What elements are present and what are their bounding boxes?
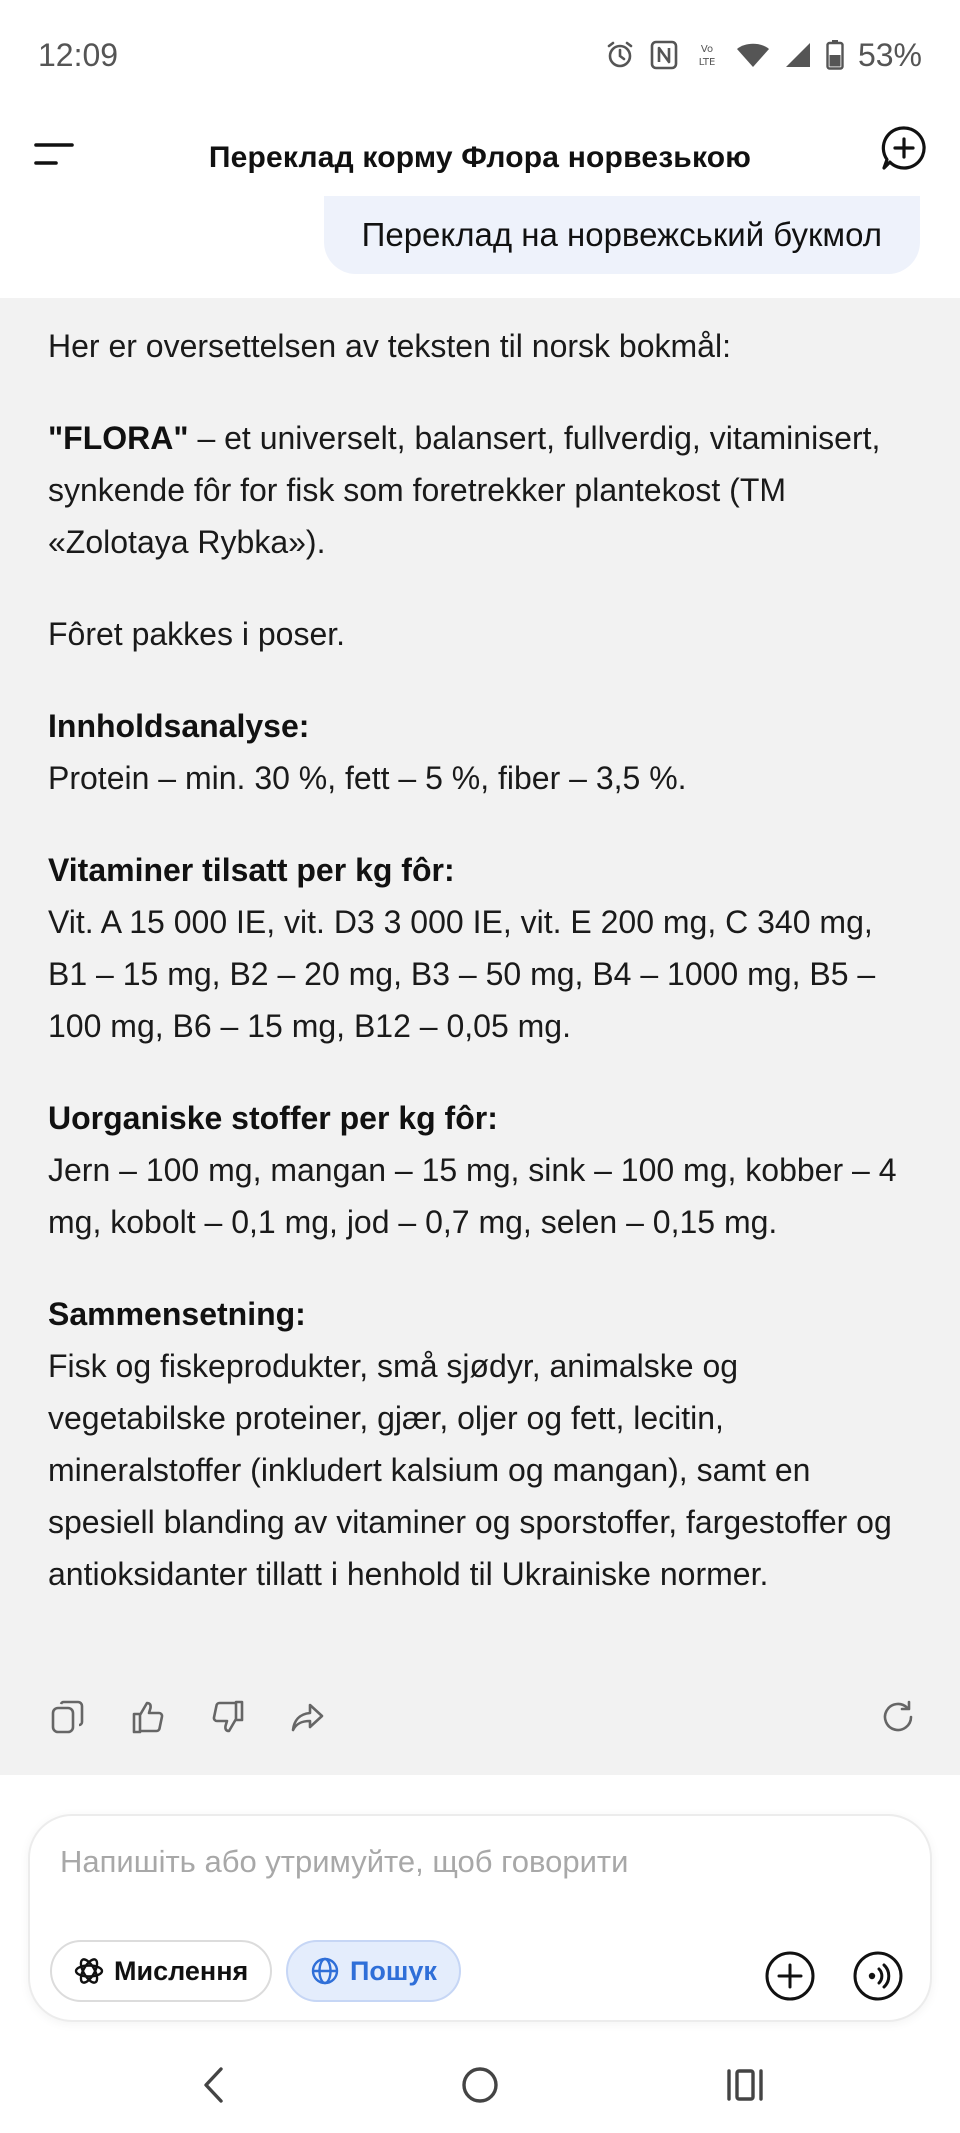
section-vitamins	[48, 844, 918, 1052]
section-composition-text: Fisk og fiskeprodukter, små sjødyr, animalske og vegetabilske proteiner, gjær, oljer og fett, lecitin, mineralstoffer (inkludert kalsium og mangan), samt en spesiell blanding av vitaminer og sporstoffer, fargestoffer og antioksidanter tillatt i henhold til Ukrainiske normer.	[48, 1348, 892, 1592]
back-icon[interactable]	[188, 2058, 242, 2112]
add-attachment-button[interactable]	[764, 1950, 816, 2002]
new-chat-icon[interactable]	[880, 124, 928, 172]
recent-apps-icon[interactable]	[718, 2058, 772, 2112]
section-analysis-title: Innholdsanalyse:	[48, 708, 310, 744]
wifi-icon	[736, 41, 770, 69]
section-composition	[48, 1288, 918, 1600]
think-toggle-button[interactable]	[50, 1940, 272, 2002]
battery-icon	[826, 40, 844, 70]
svg-text:Vo: Vo	[700, 44, 714, 55]
chat-title: Переклад корму Флора норвезькою	[208, 141, 752, 174]
copy-icon[interactable]	[48, 1697, 88, 1737]
voice-mode-button[interactable]	[852, 1950, 904, 2002]
share-icon[interactable]	[288, 1697, 328, 1737]
user-message-bubble: Переклад на норвежський букмол	[324, 196, 920, 274]
section-analysis	[48, 700, 918, 804]
think-icon	[74, 1956, 104, 1986]
volte-icon	[692, 40, 722, 70]
user-message-row	[0, 196, 960, 298]
status-time: 12:09	[38, 36, 119, 73]
section-minerals	[48, 1092, 918, 1248]
assistant-answer	[0, 298, 960, 1775]
section-vitamins-text: Vit. A 15 000 IE, vit. D3 3 000 IE, vit. E 200 mg, C 340 mg, B1 – 15 mg, B2 – 20 mg, B3 – 50 mg, B4 – 1000 mg, B5 – 100 mg, B6 – 15 mg, B12 – 0,05 mg.	[48, 904, 876, 1044]
system-nav-bar	[0, 2040, 960, 2133]
globe-icon	[310, 1956, 340, 1986]
nfc-icon	[650, 40, 678, 70]
regenerate-icon[interactable]	[878, 1697, 918, 1737]
section-analysis-text: Protein – min. 30 %, fett – 5 %, fiber – 3,5 %.	[48, 760, 687, 796]
thumbs-down-icon[interactable]	[208, 1697, 248, 1737]
flora-name: "FLORA"	[48, 420, 189, 456]
thumbs-up-icon[interactable]	[128, 1697, 168, 1737]
section-vitamins-title: Vitaminer tilsatt per kg fôr:	[48, 852, 455, 888]
app-header	[0, 110, 960, 206]
message-composer[interactable]	[28, 1814, 932, 2022]
menu-icon[interactable]	[32, 132, 76, 176]
answer-text	[48, 320, 918, 1640]
think-label: Мислення	[114, 1955, 249, 1986]
search-label: Пошук	[350, 1955, 437, 1986]
answer-actions	[48, 1692, 918, 1742]
status-bar	[0, 0, 960, 110]
battery-percent: 53%	[857, 36, 922, 73]
signal-icon	[784, 41, 812, 69]
search-toggle-button[interactable]	[286, 1940, 461, 2002]
section-minerals-title: Uorganiske stoffer per kg fôr:	[48, 1100, 498, 1136]
section-composition-title: Sammensetning:	[48, 1296, 306, 1332]
answer-paragraph-flora	[48, 412, 918, 568]
status-icons	[604, 37, 922, 74]
answer-intro: Her er oversettelsen av teksten til norsk bokmål:	[48, 328, 731, 364]
composer-input[interactable]: Напишіть або утримуйте, щоб говорити	[60, 1844, 629, 1879]
svg-text:LTE: LTE	[698, 57, 716, 68]
home-icon[interactable]	[453, 2058, 507, 2112]
answer-packaging: Fôret pakkes i poser.	[48, 616, 346, 652]
section-minerals-text: Jern – 100 mg, mangan – 15 mg, sink – 100 mg, kobber – 4 mg, kobolt – 0,1 mg, jod – 0,7 mg, selen – 0,15 mg.	[48, 1152, 897, 1240]
flora-description: – et universelt, balansert, fullverdig, vitaminisert, synkende fôr for fisk som foretrekker plantekost (TM «Zolotaya Rybka»).	[48, 420, 881, 560]
alarm-icon	[604, 39, 636, 71]
